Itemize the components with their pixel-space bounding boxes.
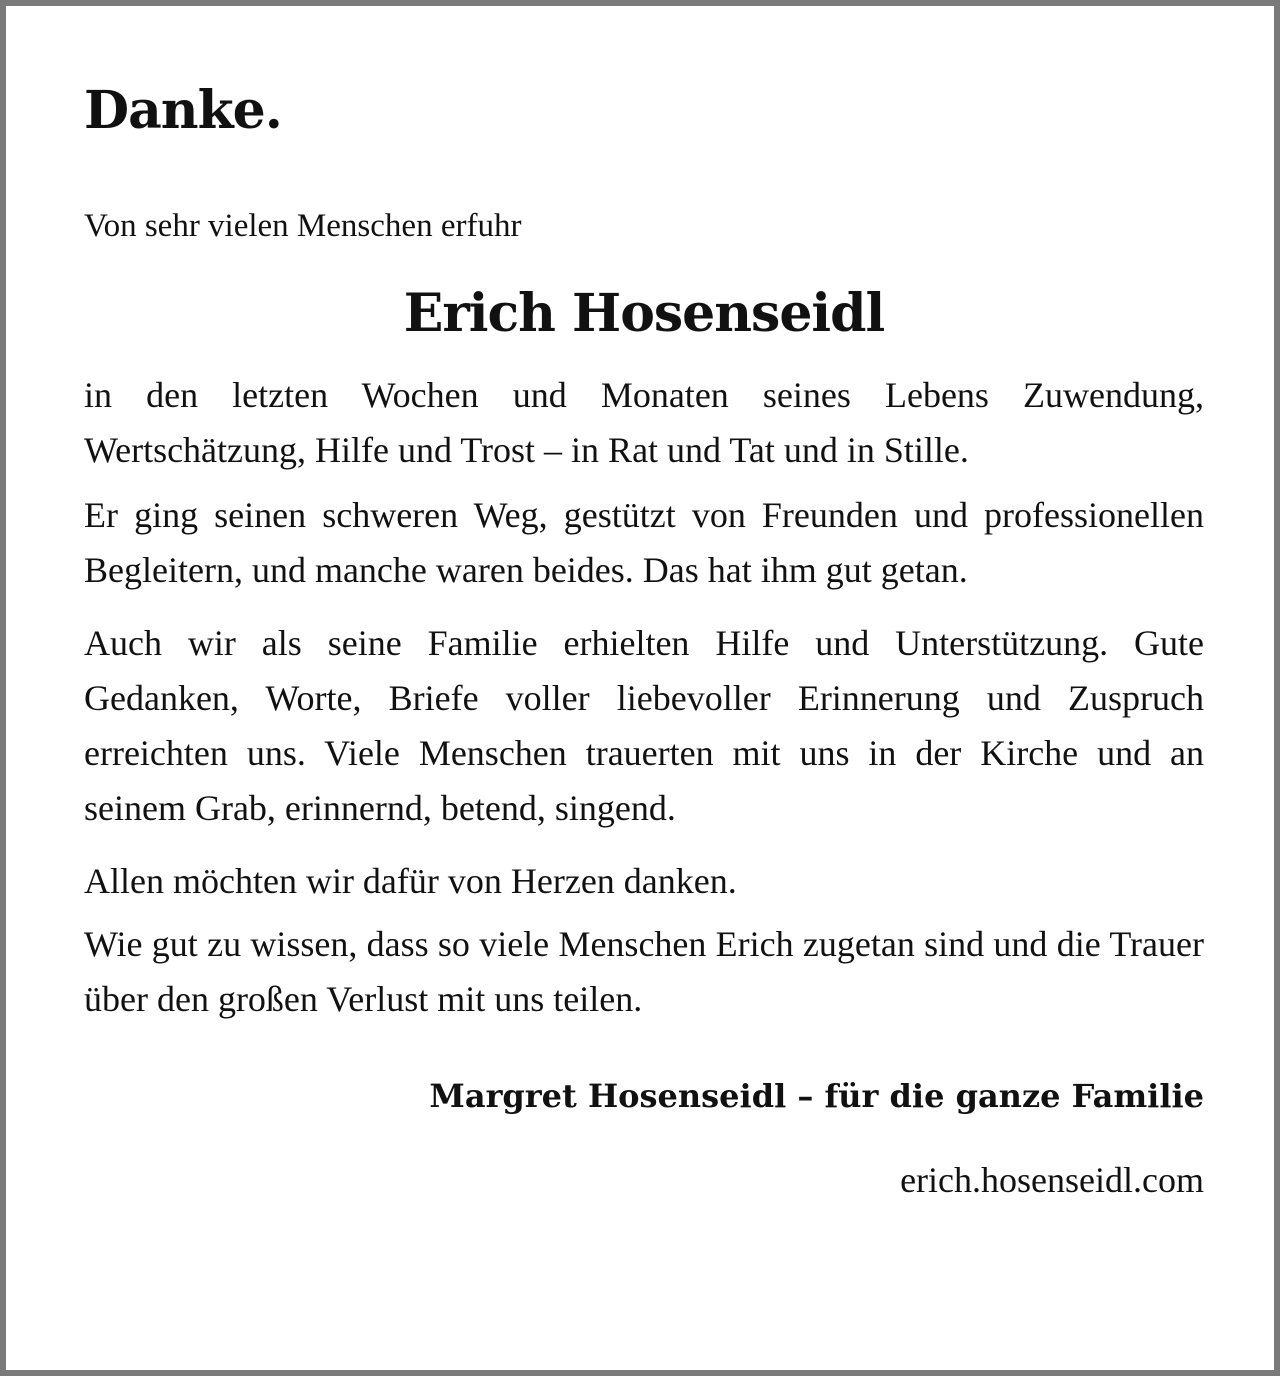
intro-line: Von sehr vielen Menschen erfuhr <box>84 208 522 244</box>
signature: Margret Hosenseidl – für die ganze Familie <box>429 1077 1204 1115</box>
paragraph-5: Wie gut zu wissen, dass so viele Menschen Erich zugetan sind und die Trauer über den großen Verlust mit uns teilen. <box>84 924 1204 1019</box>
deceased-name: Erich Hosenseidl <box>403 283 885 344</box>
paragraph-1: in den letzten Wochen und Monaten seines Lebens Zuwendung, Wertschätzung, Hilfe und Trost – in Rat und Tat und in Stille. <box>84 375 1204 470</box>
paragraph-4: Allen möchten wir dafür von Herzen danken. <box>84 861 737 901</box>
paragraph-2: Er ging seinen schweren Weg, gestützt von Freunden und professionellen Begleitern, und manche waren beides. Das hat ihm gut getan. <box>84 495 1204 590</box>
notice-heading: Danke. <box>84 80 282 141</box>
notice-content <box>84 66 1204 1205</box>
website-text: erich.hosenseidl.com <box>900 1160 1204 1200</box>
paragraph-3: Auch wir als seine Familie erhielten Hilfe und Unterstützung. Gute Gedanken, Worte, Briefe voller liebevoller Erinnerung und Zuspruch erreichten uns. Viele Menschen trauerten mit uns in der Kirche und an seinem Grab, erinnernd, betend, singend. <box>84 623 1204 828</box>
